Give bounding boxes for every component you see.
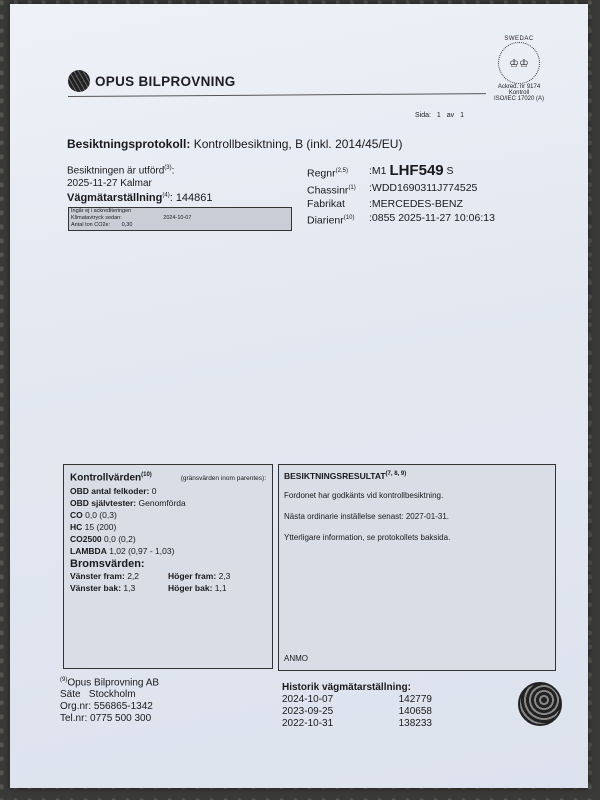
chassis-number: :WDD1690311J774525 <box>369 181 478 194</box>
opus-logo <box>68 70 236 92</box>
history-date: 2023-09-25 <box>282 706 334 717</box>
seal-top-text: SWEDAC <box>504 36 534 42</box>
control-value: Genomförda <box>138 498 186 509</box>
make-label: Fabrikat <box>307 198 345 210</box>
control-values-header <box>70 469 266 485</box>
seal-line: ISO/IEC 17020 (A) <box>493 96 545 102</box>
odometer-history <box>282 682 432 730</box>
control-row <box>70 485 266 497</box>
brake-value: 1,1 <box>214 583 227 594</box>
page-current: 1 <box>436 112 441 119</box>
history-value: 142779 <box>398 694 432 705</box>
control-values-box <box>63 464 273 669</box>
control-value: 0 <box>151 486 157 497</box>
history-value: 138233 <box>398 718 432 729</box>
footnote-ref: (1) <box>348 184 356 191</box>
regnr-row <box>307 164 495 181</box>
footnote-ref: (7, 8, 9) <box>385 471 407 477</box>
inspector-code: ANMO <box>284 654 308 663</box>
vehicle-class: :M1 <box>369 165 387 177</box>
control-label: LAMBDA <box>70 546 107 557</box>
footnote-ref: (10) <box>343 215 355 221</box>
inspection-protocol-paper <box>10 4 588 788</box>
header-divider <box>68 93 486 97</box>
brake-label: Vänster bak: <box>70 583 122 594</box>
history-value: 140658 <box>398 706 432 717</box>
company-info <box>60 674 159 725</box>
result-title: BESIKTNINGSRESULTAT <box>284 470 386 481</box>
brake-values-grid <box>70 570 266 594</box>
climate-note: Ingår ej i ackrediteringen <box>71 208 132 214</box>
brake-label: Höger bak: <box>168 583 213 594</box>
seal-line: Kontroll <box>508 90 530 96</box>
control-row <box>70 497 266 509</box>
inspection-result-box <box>278 464 556 671</box>
regnr-label: Regnr <box>307 167 336 180</box>
result-line: Ytterligare information, se protokollets baksida. <box>284 532 451 542</box>
control-value: 15 (200) <box>84 522 117 533</box>
company-org-number: Org.nr: 556865-1342 <box>60 701 153 713</box>
control-values-title: Kontrollvärden <box>70 472 142 484</box>
swedac-seal <box>490 36 548 102</box>
history-title: Historik vägmätarställning: <box>282 682 411 693</box>
diary-label: Diarienr <box>307 214 344 227</box>
footnote-ref: (3) <box>164 165 172 171</box>
page-total: 1 <box>460 112 465 119</box>
diary-number: :0855 2025-11-27 10:06:13 <box>369 212 495 224</box>
footnote-ref: (10) <box>141 472 152 478</box>
control-row <box>70 521 266 533</box>
company-phone: Tel.nr: 0775 500 300 <box>60 713 152 725</box>
company-seat: Säte Stockholm <box>60 689 136 701</box>
brake-label: Höger fram: <box>168 571 217 582</box>
result-header <box>284 469 550 482</box>
control-label: OBD självtester: <box>70 498 137 509</box>
co2-value: 0,30 <box>121 222 133 228</box>
history-row <box>282 706 432 718</box>
performed-value: 2025-11-27 Kalmar <box>67 178 152 190</box>
document-title <box>67 137 402 151</box>
performed-label: Besiktningen är utförd <box>67 165 165 177</box>
footnote-ref: (4) <box>162 192 170 199</box>
climate-footprint-box <box>68 207 292 231</box>
control-label: HC <box>70 522 83 533</box>
brand-name: OPUS BILPROVNING <box>95 73 236 89</box>
control-row <box>70 533 266 545</box>
footnote-ref: (2,5) <box>335 168 348 174</box>
limits-note: (gränsvärden inom parentes): <box>180 475 266 483</box>
regnr-suffix: S <box>446 165 454 177</box>
globe-logo-icon <box>68 70 90 92</box>
control-value: 0,0 (0,2) <box>104 534 136 545</box>
brake-value: 2,3 <box>218 571 231 582</box>
history-date: 2024-10-07 <box>282 694 334 705</box>
odometer-label: Vägmätarställning <box>67 192 163 204</box>
control-label: CO2500 <box>70 534 102 545</box>
climate-since-value: 2024-10-07 <box>163 215 192 221</box>
chassis-label: Chassinr <box>307 184 349 196</box>
page-of: av <box>446 112 455 119</box>
footnote-ref: (9) <box>60 677 68 683</box>
co2-label: Antal ton CO2e: <box>71 222 111 228</box>
result-line: Fordonet har godkänts vid kontrollbesiktning. <box>284 490 444 500</box>
control-label: CO <box>70 510 83 521</box>
colon: : <box>171 165 175 177</box>
title-rest: Kontrollbesiktning, B (inkl. 2014/45/EU) <box>193 137 403 151</box>
make-value: :MERCEDES-BENZ <box>369 198 463 210</box>
control-value: 0,0 (0,3) <box>85 510 117 521</box>
control-row <box>70 545 266 557</box>
title-bold: Besiktningsprotokoll: <box>67 137 191 151</box>
inspection-performed <box>67 162 174 190</box>
climate-compensated-seal-icon <box>518 682 562 726</box>
history-row <box>282 694 432 706</box>
control-label: OBD antal felkoder: <box>70 486 150 497</box>
brake-label: Vänster fram: <box>70 571 125 582</box>
page-label: Sida: <box>415 112 431 119</box>
chassis-row <box>307 181 495 198</box>
odometer-reading <box>67 192 213 204</box>
history-date: 2022-10-31 <box>282 718 334 729</box>
control-row <box>70 509 266 521</box>
brake-value: 1,3 <box>123 583 136 594</box>
odometer-value: : 144861 <box>169 192 213 204</box>
make-row <box>307 197 495 211</box>
company-name: Opus Bilprovning AB <box>67 677 160 689</box>
history-row <box>282 718 432 730</box>
diary-row <box>307 211 495 228</box>
page-number <box>415 112 464 119</box>
vehicle-info <box>307 164 495 228</box>
brake-values-title: Bromsvärden: <box>70 558 145 571</box>
seal-line: Ackred. nr 9174 <box>497 84 541 90</box>
climate-since-label: Klimatavtryck sedan: <box>71 215 122 221</box>
result-line: Nästa ordinarie inställelse senast: 2027-01-31. <box>284 511 449 521</box>
control-value: 1,02 (0,97 - 1,03) <box>109 546 175 557</box>
brake-value: 2,2 <box>127 571 140 582</box>
registration-number: LHF549 <box>389 162 444 179</box>
crown-icon: ♔♔ <box>498 42 540 84</box>
